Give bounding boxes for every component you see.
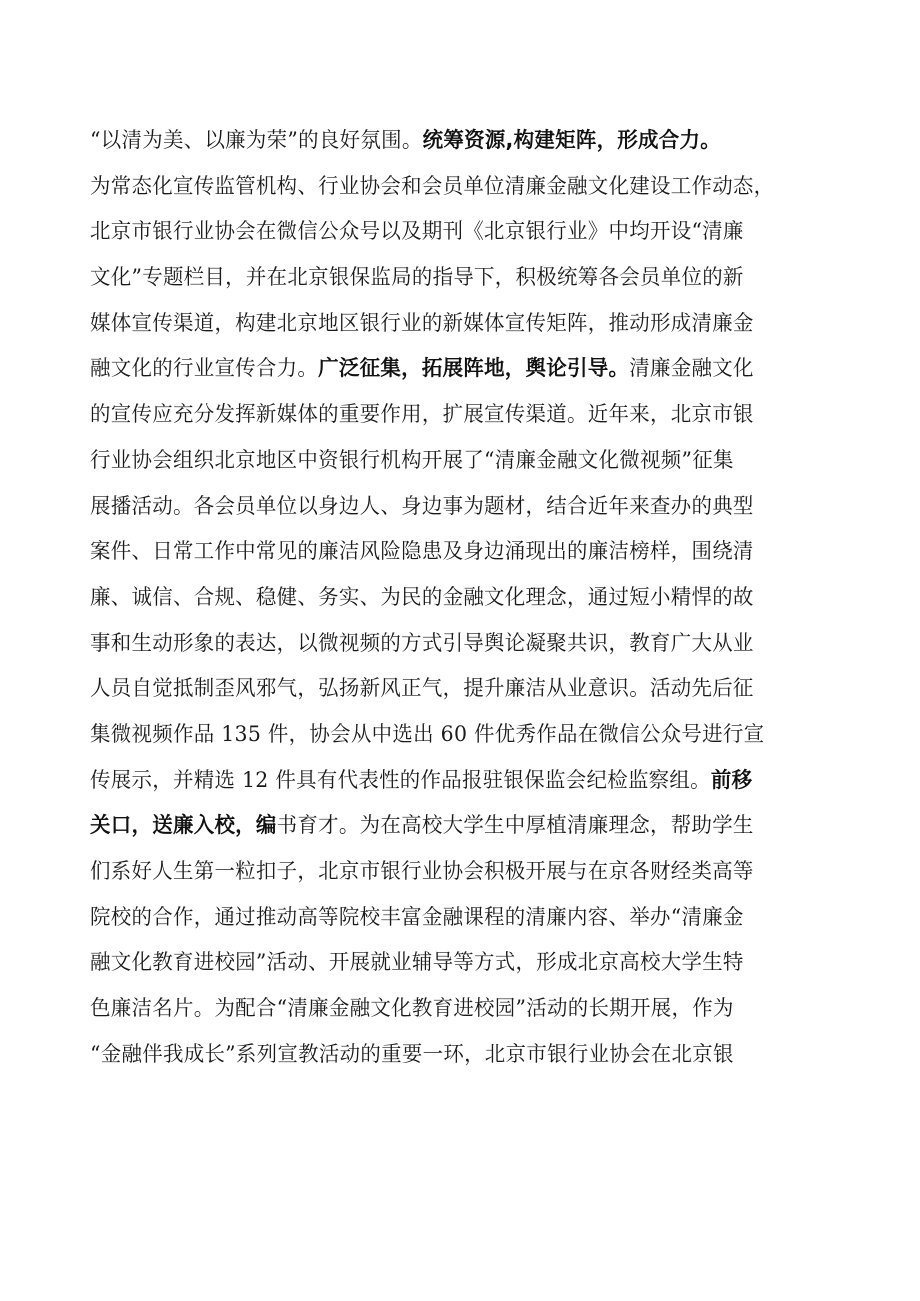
body-text bbox=[90, 118, 850, 1077]
text-run: 展播活动。各会员单位以身边人、身边事为题材，结合近年来查办的典型 bbox=[90, 493, 754, 518]
text-run: 院校的合作，通过推动高等院校丰富金融课程的清廉内容、举办“清廉金 bbox=[90, 904, 744, 929]
text-line bbox=[90, 346, 830, 392]
text-run: 书育才。为在高校大学生中厚植清廉理念，帮助学生 bbox=[276, 813, 754, 838]
text-line bbox=[90, 895, 830, 941]
text-line bbox=[90, 758, 830, 804]
text-line bbox=[90, 712, 830, 758]
text-run: 案件、日常工作中常见的廉洁风险隐患及身边涌现出的廉洁榜样，围绕清 bbox=[90, 539, 754, 564]
text-run: 为常态化宣传监管机构、行业协会和会员单位清廉金融文化建设工作动态， bbox=[90, 173, 775, 198]
text-line bbox=[90, 255, 830, 301]
text-run: 们系好人生第一粒扣子，北京市银行业协会积极开展与在京各财经类高等 bbox=[90, 859, 754, 883]
text-line bbox=[90, 392, 830, 438]
bold-heading-run: 统筹资源,构建矩阵，形成合力。 bbox=[422, 128, 722, 152]
text-run: 事和生动形象的表达，以微视频的方式引导舆论凝聚共识，教育广大从业 bbox=[90, 630, 754, 655]
text-run: “以清为美、以廉为荣”的良好氛围。 bbox=[90, 128, 423, 152]
text-line bbox=[90, 301, 830, 347]
text-line bbox=[90, 484, 830, 530]
text-run: 行业协会组织北京地区中资银行机构开展了“清廉金融文化微视频”征集 bbox=[90, 447, 734, 472]
text-run: 传展示，并精选 12 件具有代表性的作品报驻银保监会纪检监察组。 bbox=[90, 767, 711, 792]
text-line bbox=[90, 666, 830, 712]
text-line bbox=[90, 164, 830, 210]
text-run: 媒体宣传渠道，构建北京地区银行业的新媒体宣传矩阵，推动形成清廉金 bbox=[90, 310, 754, 335]
bold-heading-run: 广泛征集，拓展阵地，舆论引导。 bbox=[318, 356, 630, 381]
text-run: 人员自觉抵制歪风邪气，弘扬新风正气，提升廉洁从业意识。活动先后征 bbox=[90, 676, 754, 701]
text-line bbox=[90, 621, 830, 667]
text-line bbox=[90, 940, 830, 986]
text-run: 融文化教育进校园”活动、开展就业辅导等方式，形成北京高校大学生特 bbox=[90, 950, 744, 975]
text-line bbox=[90, 529, 830, 575]
text-run: 清廉金融文化 bbox=[629, 356, 754, 381]
text-line bbox=[90, 1032, 830, 1078]
text-run: 廉、诚信、合规、稳健、务实、为民的金融文化理念，通过短小精悍的故 bbox=[90, 584, 754, 609]
text-run: 融文化的行业宣传合力。 bbox=[90, 356, 319, 381]
bold-heading-run: 前移 bbox=[710, 767, 753, 792]
text-line bbox=[90, 575, 830, 621]
text-line bbox=[90, 209, 830, 255]
text-line bbox=[90, 118, 830, 164]
text-run: 集微视频作品 135 件，协会从中选出 60 件优秀作品在微信公众号进行宣 bbox=[90, 721, 765, 746]
text-line bbox=[90, 803, 830, 849]
text-run: “金融伴我成长”系列宣教活动的重要一环，北京市银行业协会在北京银 bbox=[90, 1041, 734, 1066]
text-run: 北京市银行业协会在微信公众号以及期刊《北京银行业》中均开设“清廉 bbox=[90, 219, 744, 244]
text-line bbox=[90, 986, 830, 1032]
bold-heading-run: 关口，送廉入校，编 bbox=[90, 813, 277, 838]
text-run: 的宣传应充分发挥新媒体的重要作用，扩展宣传渠道。近年来，北京市银 bbox=[90, 402, 754, 427]
text-line bbox=[90, 438, 830, 484]
text-line bbox=[90, 849, 830, 895]
text-run: 文化”专题栏目，并在北京银保监局的指导下，积极统筹各会员单位的新 bbox=[90, 265, 744, 290]
text-run: 色廉洁名片。为配合“清廉金融文化教育进校园”活动的长期开展，作为 bbox=[90, 996, 734, 1021]
